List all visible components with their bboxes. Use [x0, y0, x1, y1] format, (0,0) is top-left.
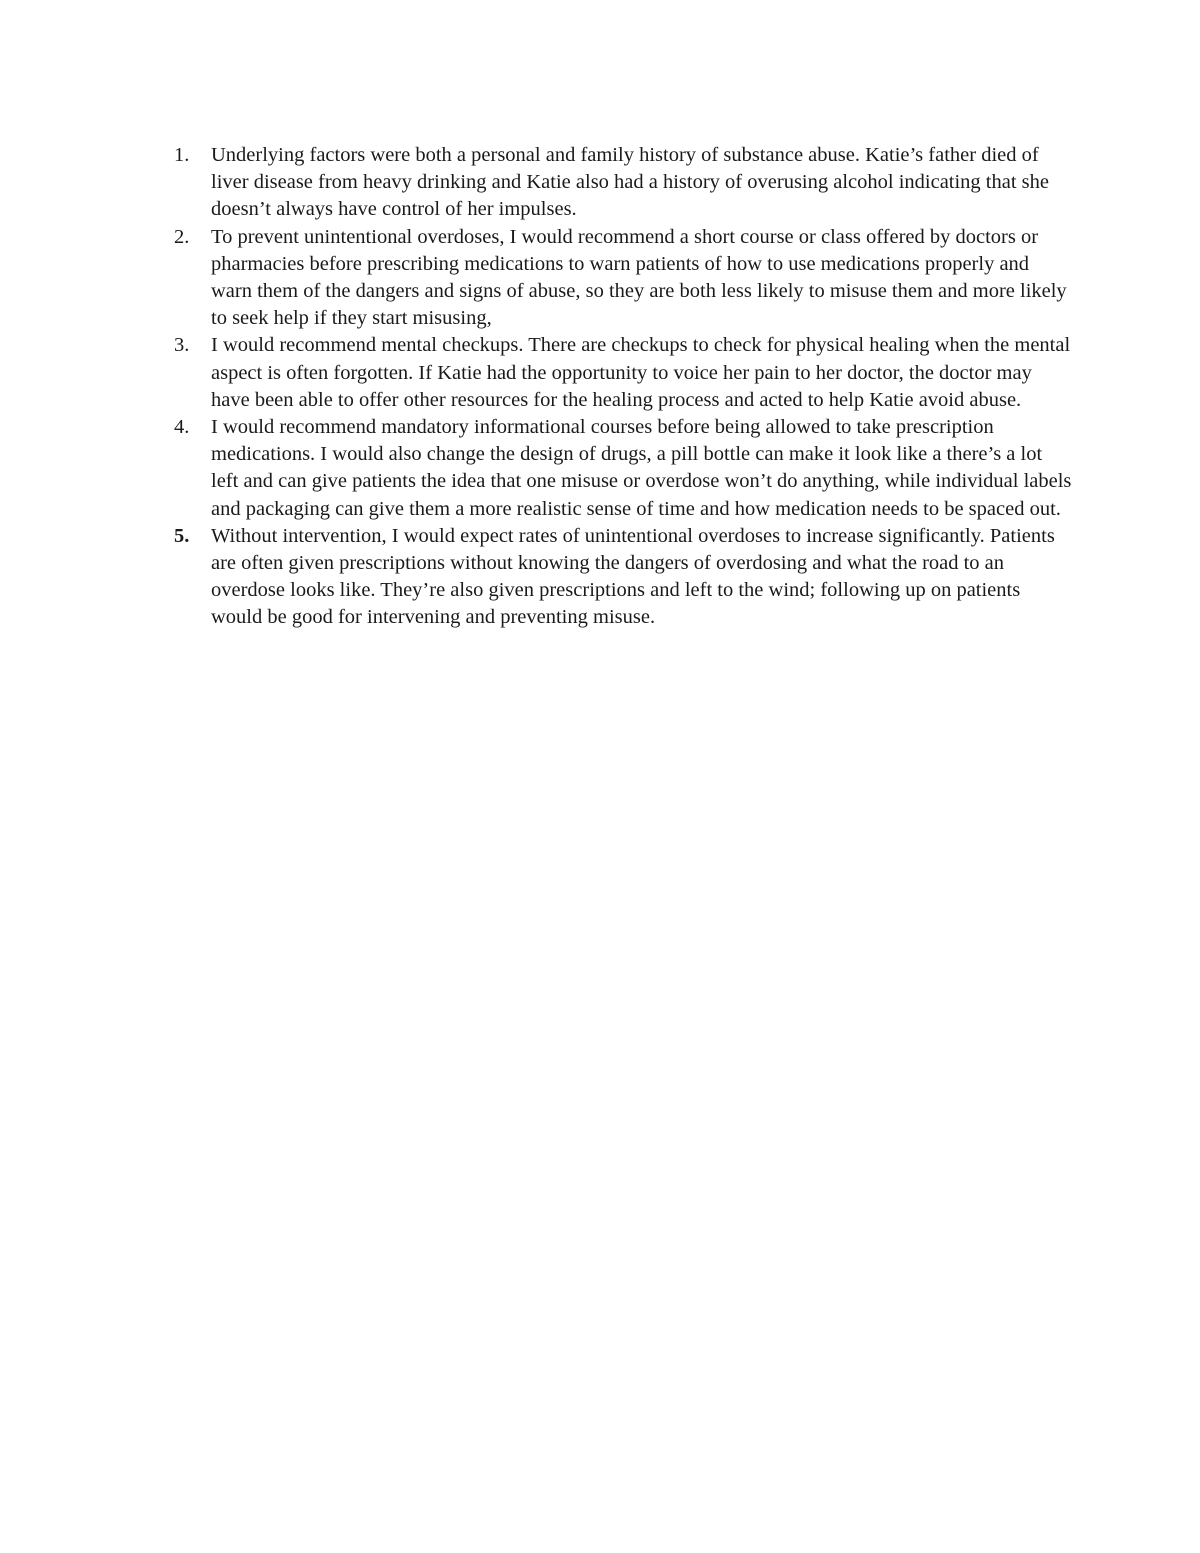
list-item [174, 332, 1074, 414]
list-item [174, 523, 1074, 632]
list-item-text: Underlying factors were both a personal and family history of substance abuse. Katie’s father died of liver disease from heavy drinking and Katie also had a history of overusing alcohol indicating that she doesn’t always have control of her impulses. [211, 144, 1049, 221]
list-item-text: To prevent unintentional overdoses, I would recommend a short course or class offered by doctors or pharmacies before prescribing medications to warn patients of how to use medications properly and warn them of the dangers and signs of abuse, so they are both less likely to misuse them and more likely to seek help if they start misusing, [211, 225, 1067, 330]
list-item-text: Without intervention, I would expect rates of unintentional overdoses to increase significantly. Patients are often given prescriptions without knowing the dangers of overdosing and what the road to an overdose looks like. They’re also given prescriptions and left to the wind; following up on patients would be good for intervening and preventing misuse. [211, 524, 1055, 629]
list-item [174, 414, 1074, 523]
list-item-number: 1. [174, 144, 190, 166]
list-item [174, 142, 1074, 224]
list-item-text: I would recommend mental checkups. There are checkups to check for physical healing when the mental aspect is often forgotten. If Katie had the opportunity to voice her pain to her doctor, the doctor may have been able to offer other resources for the healing process and acted to help Katie avoid abuse. [211, 334, 1071, 411]
list-item-number: 5. [174, 524, 190, 547]
list-item-number: 4. [174, 416, 190, 439]
list-item-number: 2. [174, 225, 190, 248]
list-item [174, 224, 1074, 333]
answer-list [174, 142, 1074, 632]
list-item-text: I would recommend mandatory informational courses before being allowed to take prescription medications. I would also change the design of drugs, a pill bottle can make it look like a there’s a lot left and can give patients the idea that one misuse or overdose won’t do anything, while individual labels and packaging can give them a more realistic sense of time and how medication needs to be spaced out. [211, 416, 1072, 520]
list-item-number: 3. [174, 334, 190, 357]
